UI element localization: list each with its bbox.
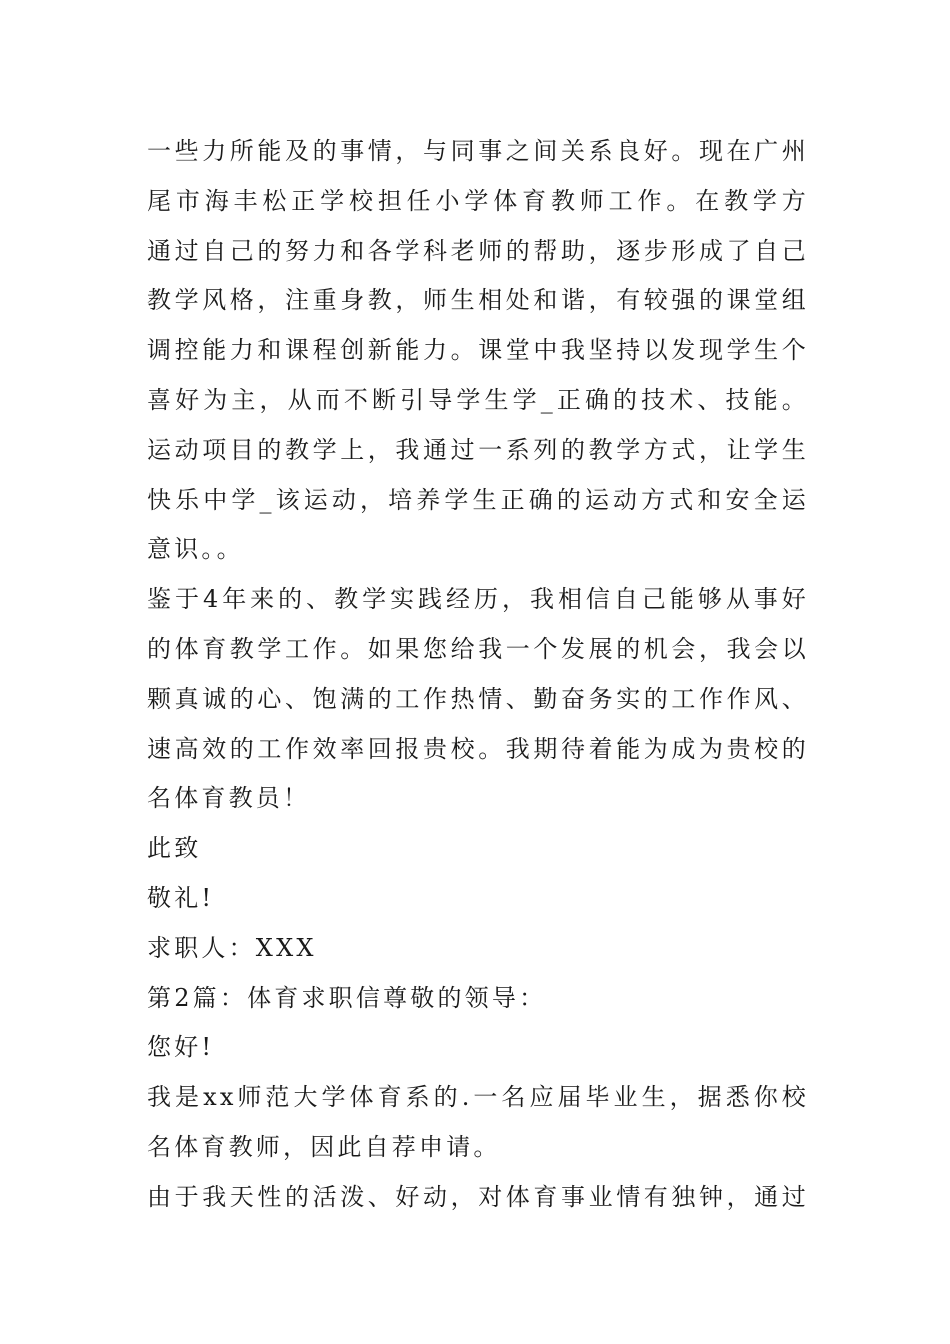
paragraph-line: 由于我天性的活泼、好动，对体育事业情有独钟，通过 bbox=[147, 1182, 809, 1211]
paragraph-line: 我是xx师范大学体育系的.一名应届毕业生，据悉你校 bbox=[147, 1083, 809, 1112]
section-heading: 第2篇：体育求职信尊敬的领导： bbox=[147, 983, 547, 1012]
paragraph-line: 名体育教师，因此自荐申请。 bbox=[147, 1132, 501, 1161]
document-body bbox=[147, 127, 809, 1223]
paragraph-line: 的体育教学工作。如果您给我一个发展的机会，我会以 bbox=[147, 634, 809, 663]
greeting-line: 您好! bbox=[147, 1033, 215, 1062]
signature-line: 求职人：XXX bbox=[147, 933, 317, 962]
paragraph-line: 调控能力和课程创新能力。课堂中我坚持以发现学生个 bbox=[147, 336, 809, 365]
paragraph-line: 尾市海丰松正学校担任小学体育教师工作。在教学方 bbox=[147, 186, 809, 215]
paragraph-line: 教学风格，注重身教，师生相处和谐，有较强的课堂组 bbox=[147, 286, 809, 315]
paragraph-line: 颗真诚的心、饱满的工作热情、勤奋务实的工作作风、 bbox=[147, 684, 809, 713]
paragraph-line: 鉴于4年来的、教学实践经历，我相信自己能够从事好 bbox=[147, 585, 809, 614]
salutation-line: 此致 bbox=[147, 834, 202, 863]
paragraph-line: 名体育教员！ bbox=[147, 784, 311, 813]
salutation-line: 敬礼! bbox=[147, 883, 215, 912]
paragraph-line: 运动项目的教学上，我通过一系列的教学方式，让学生 bbox=[147, 435, 809, 464]
paragraph-line: 速高效的工作效率回报贵校。我期待着能为成为贵校的 bbox=[147, 734, 809, 763]
paragraph-line: 意识。。 bbox=[147, 535, 244, 564]
paragraph-line: 一些力所能及的事情，与同事之间关系良好。现在广州 bbox=[147, 137, 809, 165]
paragraph-line: 喜好为主，从而不断引导学生学_正确的技术、技能。 bbox=[147, 385, 809, 414]
paragraph-line: 快乐中学_该运动，培养学生正确的运动方式和安全运 bbox=[147, 485, 809, 514]
paragraph-line: 通过自己的努力和各学科老师的帮助，逐步形成了自己 bbox=[147, 236, 809, 265]
